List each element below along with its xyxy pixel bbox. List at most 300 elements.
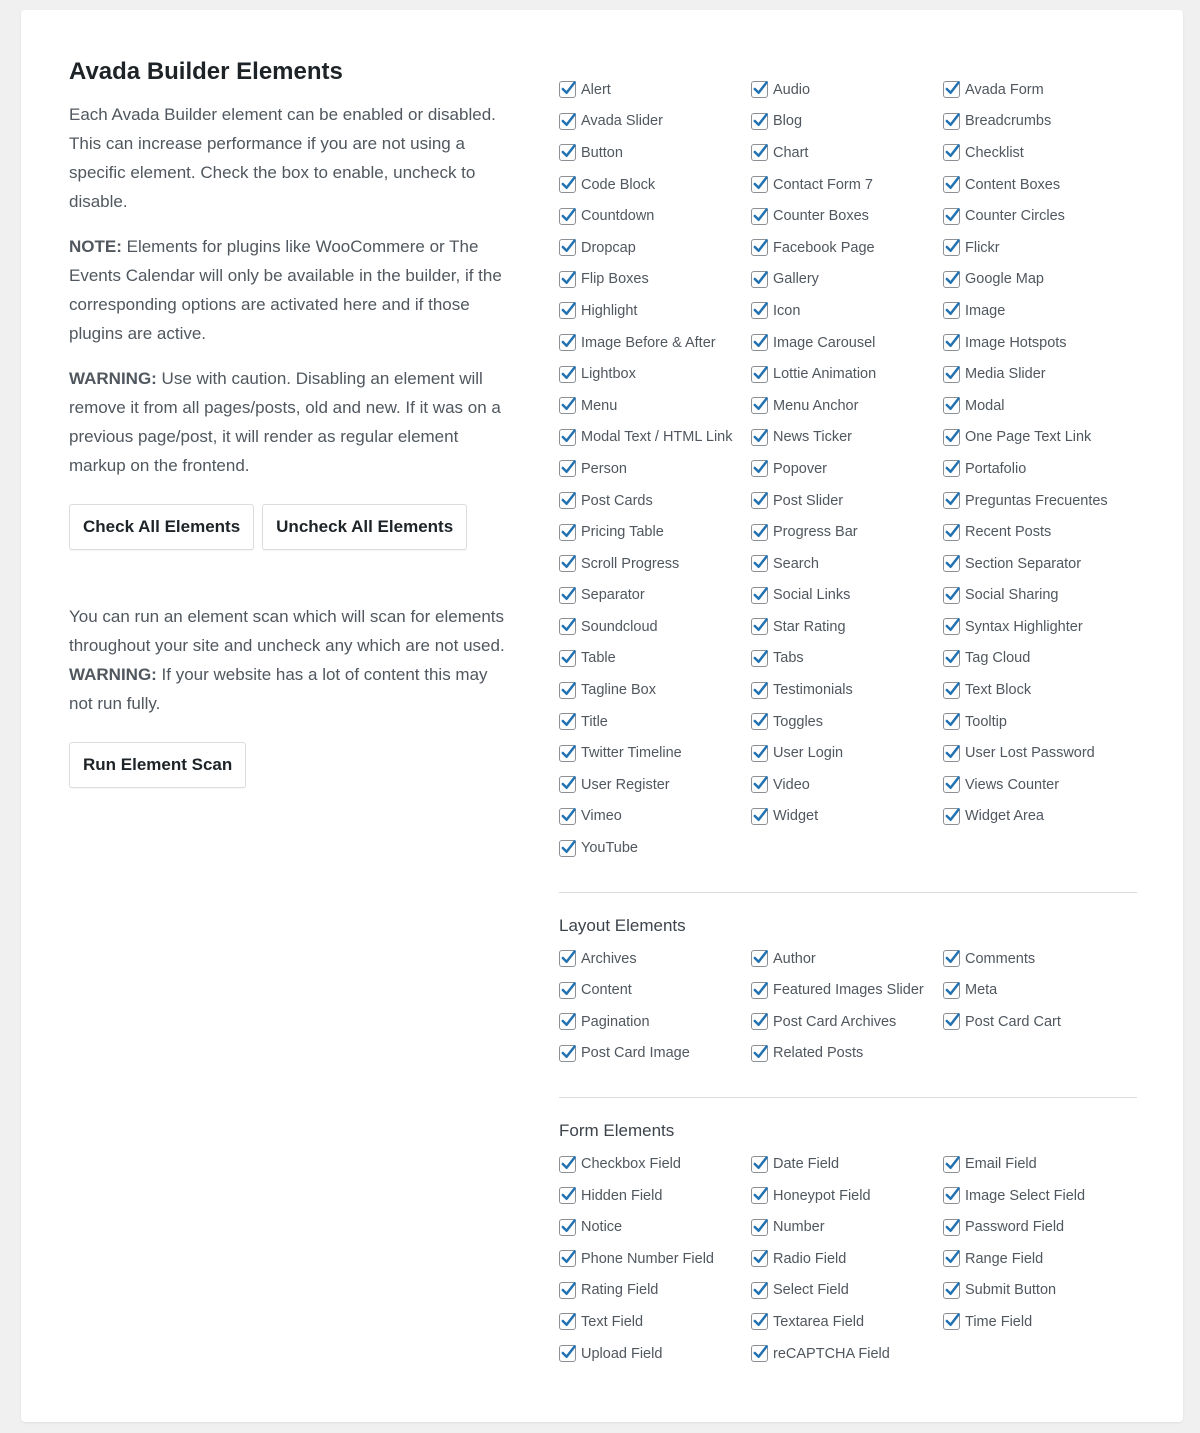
checkbox-item-time-field[interactable] <box>943 1306 1137 1338</box>
checkbox[interactable] <box>559 1187 576 1204</box>
checkbox-label: Social Links <box>773 587 851 604</box>
checkbox-item-select-field[interactable] <box>751 1275 943 1307</box>
checkbox[interactable] <box>751 713 768 730</box>
checkbox-item-recent-posts[interactable] <box>943 516 1137 548</box>
checkbox[interactable] <box>751 1282 768 1299</box>
checkbox-item-tooltip[interactable] <box>943 706 1137 738</box>
checkbox[interactable] <box>943 1187 960 1204</box>
checkbox[interactable] <box>751 144 768 161</box>
checkbox[interactable] <box>943 1013 960 1030</box>
note-body: Elements for plugins like WooCommere or The Events Calendar will only be available in the builder, if the corresponding options are activated here and if those plugins are active. <box>69 237 502 343</box>
checkbox-item-blog[interactable] <box>751 106 943 138</box>
checkbox-item-notice[interactable] <box>559 1211 751 1243</box>
checkbox[interactable] <box>751 81 768 98</box>
checkbox[interactable] <box>943 271 960 288</box>
checkbox-item-checklist[interactable] <box>943 137 1137 169</box>
checkbox-item-audio[interactable] <box>751 74 943 106</box>
checkbox-label: Password Field <box>965 1219 1065 1236</box>
checkbox[interactable] <box>559 271 576 288</box>
checkmark-icon <box>943 648 962 667</box>
checkbox-item-email-field[interactable] <box>943 1148 1137 1180</box>
checkbox-item-archives[interactable] <box>559 943 751 975</box>
checkbox[interactable] <box>751 113 768 130</box>
checkbox[interactable] <box>943 950 960 967</box>
checkbox[interactable] <box>943 176 960 193</box>
checkbox[interactable] <box>559 1219 576 1236</box>
checkbox[interactable] <box>943 524 960 541</box>
checkbox[interactable] <box>751 745 768 762</box>
checkbox[interactable] <box>559 618 576 635</box>
checkbox-label: Checkbox Field <box>581 1156 681 1173</box>
checkbox-item-contact-form-7[interactable] <box>751 169 943 201</box>
checkbox-item-dropcap[interactable] <box>559 232 751 264</box>
checkbox[interactable] <box>943 460 960 477</box>
checkmark-icon <box>943 395 962 414</box>
checkbox-item-twitter-timeline[interactable] <box>559 737 751 769</box>
checkbox[interactable] <box>751 950 768 967</box>
checkbox[interactable] <box>751 366 768 383</box>
checkbox-item-password-field[interactable] <box>943 1211 1137 1243</box>
checkbox-label: Menu <box>581 397 618 414</box>
checkbox-label: Popover <box>773 460 828 477</box>
checkbox-item-one-page-text-link[interactable] <box>943 422 1137 454</box>
checkbox-item-pagination[interactable] <box>559 1006 751 1038</box>
checkbox-item-code-block[interactable] <box>559 169 751 201</box>
checkbox[interactable] <box>559 492 576 509</box>
checkbox-item-title[interactable] <box>559 706 751 738</box>
checkbox-item-countdown[interactable] <box>559 200 751 232</box>
checkbox-label: Tagline Box <box>581 682 656 699</box>
checkbox[interactable] <box>943 366 960 383</box>
checkmark-icon <box>943 79 962 98</box>
checkbox[interactable] <box>751 492 768 509</box>
checkbox-item-lightbox[interactable] <box>559 358 751 390</box>
checkbox[interactable] <box>943 144 960 161</box>
checkbox[interactable] <box>751 1156 768 1173</box>
checkbox[interactable] <box>943 208 960 225</box>
checkbox[interactable] <box>559 113 576 130</box>
checkbox[interactable] <box>751 397 768 414</box>
checkbox[interactable] <box>559 1282 576 1299</box>
checkbox[interactable] <box>751 524 768 541</box>
checkbox[interactable] <box>943 682 960 699</box>
checkbox[interactable] <box>751 808 768 825</box>
checkbox-label: Featured Images Slider <box>773 982 924 999</box>
checkbox[interactable] <box>943 1250 960 1267</box>
checkbox[interactable] <box>751 176 768 193</box>
checkbox[interactable] <box>559 429 576 446</box>
checkbox-label: Highlight <box>581 302 638 319</box>
checkmark-icon <box>751 1011 770 1030</box>
run-element-scan-button[interactable]: Run Element Scan <box>69 742 246 788</box>
section-divider <box>559 892 1137 893</box>
checkbox-item-portafolio[interactable] <box>943 453 1137 485</box>
checkbox-item-facebook-page[interactable] <box>751 232 943 264</box>
checkbox-item-modal[interactable] <box>943 390 1137 422</box>
checkbox[interactable] <box>943 745 960 762</box>
checkbox-item-range-field[interactable] <box>943 1243 1137 1275</box>
checkbox-label: Countdown <box>581 208 655 225</box>
checkbox-item-date-field[interactable] <box>751 1148 943 1180</box>
checkbox-item-person[interactable] <box>559 453 751 485</box>
checkbox[interactable] <box>559 840 576 857</box>
checkbox[interactable] <box>751 239 768 256</box>
checkbox-item-popover[interactable] <box>751 453 943 485</box>
checkbox[interactable] <box>559 208 576 225</box>
checkbox-item-preguntas-frecuentes[interactable] <box>943 485 1137 517</box>
checkbox-item-phone-number-field[interactable] <box>559 1243 751 1275</box>
checkbox[interactable] <box>751 271 768 288</box>
checkmark-icon <box>943 364 962 383</box>
checkbox[interactable] <box>751 776 768 793</box>
checkbox-label: Lottie Animation <box>773 366 877 383</box>
checkbox[interactable] <box>943 776 960 793</box>
checkbox-item-content[interactable] <box>559 974 751 1006</box>
checkbox-item-post-card-archives[interactable] <box>751 1006 943 1038</box>
checkbox-item-counter-circles[interactable] <box>943 200 1137 232</box>
checkbox[interactable] <box>751 460 768 477</box>
checkmark-icon <box>943 743 962 762</box>
checkbox-item-post-card-image[interactable] <box>559 1038 751 1070</box>
checkmark-icon <box>559 980 578 999</box>
checkmark-icon <box>559 111 578 130</box>
checkbox[interactable] <box>559 1013 576 1030</box>
checkmark-icon <box>559 680 578 699</box>
checkbox-item-user-lost-password[interactable] <box>943 737 1137 769</box>
checkbox-item-user-register[interactable] <box>559 769 751 801</box>
checkbox[interactable] <box>751 618 768 635</box>
checkbox[interactable] <box>751 1313 768 1330</box>
checkmark-icon <box>559 774 578 793</box>
checkbox-label: Post Slider <box>773 492 844 509</box>
checkbox-item-scroll-progress[interactable] <box>559 548 751 580</box>
checkbox-item-textarea-field[interactable] <box>751 1306 943 1338</box>
checkbox[interactable] <box>943 492 960 509</box>
checkbox-item-button[interactable] <box>559 137 751 169</box>
checkbox[interactable] <box>751 587 768 604</box>
checkbox-item-hidden-field[interactable] <box>559 1180 751 1212</box>
checkbox-item-media-slider[interactable] <box>943 358 1137 390</box>
checkbox-item-recaptcha-field[interactable] <box>751 1338 943 1370</box>
checkbox[interactable] <box>559 1250 576 1267</box>
checkbox-item-user-login[interactable] <box>751 737 943 769</box>
checkbox-label: Image <box>965 302 1006 319</box>
checkbox-item-avada-form[interactable] <box>943 74 1137 106</box>
checkbox-label: Testimonials <box>773 682 853 699</box>
checkmark-icon <box>751 648 770 667</box>
layout-elements-title: Layout Elements <box>559 915 686 935</box>
checkbox-label: Post Card Cart <box>965 1013 1061 1030</box>
checkbox-item-menu-anchor[interactable] <box>751 390 943 422</box>
checkbox[interactable] <box>943 302 960 319</box>
checkbox-item-post-slider[interactable] <box>751 485 943 517</box>
checkbox-item-views-counter[interactable] <box>943 769 1137 801</box>
checkbox-item-upload-field[interactable] <box>559 1338 751 1370</box>
checkbox-item-submit-button[interactable] <box>943 1275 1137 1307</box>
checkbox-item-star-rating[interactable] <box>751 611 943 643</box>
form-elements-grid <box>559 1148 1137 1369</box>
checkbox-label: YouTube <box>581 840 638 857</box>
checkmark-icon <box>943 948 962 967</box>
checkbox-item-vimeo[interactable] <box>559 801 751 833</box>
checkmark-icon <box>751 743 770 762</box>
checkmark-icon <box>559 237 578 256</box>
checkmark-icon <box>559 553 578 572</box>
checkbox[interactable] <box>559 1156 576 1173</box>
checkmark-icon <box>751 1280 770 1299</box>
checkbox[interactable] <box>559 81 576 98</box>
checkbox[interactable] <box>559 1345 576 1362</box>
checkbox-label: Flickr <box>965 239 1000 256</box>
checkbox-item-table[interactable] <box>559 643 751 675</box>
checkbox-label: Breadcrumbs <box>965 113 1052 130</box>
checkbox[interactable] <box>943 113 960 130</box>
checkbox-item-flip-boxes[interactable] <box>559 264 751 296</box>
checkbox[interactable] <box>751 208 768 225</box>
checkbox[interactable] <box>559 650 576 667</box>
checkbox[interactable] <box>751 982 768 999</box>
checkbox[interactable] <box>559 144 576 161</box>
checkbox[interactable] <box>943 1313 960 1330</box>
checkbox[interactable] <box>751 429 768 446</box>
checkbox-item-widget[interactable] <box>751 801 943 833</box>
intro-text: Each Avada Builder element can be enabled or disabled. This can increase performance if you are not using a specific element. Check the box to enable, uncheck to disable. <box>69 105 496 211</box>
checkmark-icon <box>943 174 962 193</box>
checkbox-label: Facebook Page <box>773 239 875 256</box>
checkbox-item-toggles[interactable] <box>751 706 943 738</box>
checkbox-item-tagline-box[interactable] <box>559 674 751 706</box>
checkbox-item-tabs[interactable] <box>751 643 943 675</box>
check-all-button[interactable]: Check All Elements <box>69 504 254 550</box>
checkbox-item-image-hotspots[interactable] <box>943 327 1137 359</box>
checkbox[interactable] <box>751 334 768 351</box>
checkbox-item-section-separator[interactable] <box>943 548 1137 580</box>
checkbox[interactable] <box>559 524 576 541</box>
checkbox-item-counter-boxes[interactable] <box>751 200 943 232</box>
checkbox[interactable] <box>559 808 576 825</box>
checkmark-icon <box>751 458 770 477</box>
checkmark-icon <box>559 1248 578 1267</box>
checkbox-item-image[interactable] <box>943 295 1137 327</box>
checkbox[interactable] <box>751 1250 768 1267</box>
checkbox-item-content-boxes[interactable] <box>943 169 1137 201</box>
checkbox-item-menu[interactable] <box>559 390 751 422</box>
checkbox[interactable] <box>943 650 960 667</box>
checkmark-icon <box>751 1154 770 1173</box>
uncheck-all-button[interactable]: Uncheck All Elements <box>262 504 467 550</box>
checkbox-item-soundcloud[interactable] <box>559 611 751 643</box>
checkbox[interactable] <box>943 1282 960 1299</box>
checkbox-item-social-sharing[interactable] <box>943 580 1137 612</box>
checkbox-label: Icon <box>773 302 801 319</box>
checkbox-item-progress-bar[interactable] <box>751 516 943 548</box>
checkbox[interactable] <box>751 302 768 319</box>
checkbox-item-highlight[interactable] <box>559 295 751 327</box>
checkbox-label: Dropcap <box>581 239 636 256</box>
checkbox-label: Textarea Field <box>773 1313 865 1330</box>
checkbox[interactable] <box>559 950 576 967</box>
checkbox-label: Media Slider <box>965 366 1046 383</box>
checkbox[interactable] <box>559 713 576 730</box>
checkbox-item-pricing-table[interactable] <box>559 516 751 548</box>
checkbox-item-related-posts[interactable] <box>751 1038 943 1070</box>
checkbox[interactable] <box>751 1345 768 1362</box>
checkbox-item-youtube[interactable] <box>559 832 751 864</box>
checkbox[interactable] <box>559 176 576 193</box>
checkbox-label: Phone Number Field <box>581 1250 714 1267</box>
checkbox-item-rating-field[interactable] <box>559 1275 751 1307</box>
checkmark-icon <box>559 616 578 635</box>
checkbox[interactable] <box>751 1187 768 1204</box>
checkbox-label: Pricing Table <box>581 524 664 541</box>
checkbox-item-number[interactable] <box>751 1211 943 1243</box>
checkbox-label: User Login <box>773 745 844 762</box>
checkbox[interactable] <box>559 1313 576 1330</box>
checkbox-item-radio-field[interactable] <box>751 1243 943 1275</box>
checkbox-label: Submit Button <box>965 1282 1057 1299</box>
checkbox-item-breadcrumbs[interactable] <box>943 106 1137 138</box>
checkbox-item-icon[interactable] <box>751 295 943 327</box>
checkbox-label: Progress Bar <box>773 524 858 541</box>
checkbox-label: Counter Circles <box>965 208 1065 225</box>
checkbox-label: User Register <box>581 776 670 793</box>
checkbox-label: Preguntas Frecuentes <box>965 492 1108 509</box>
checkbox-item-image-select-field[interactable] <box>943 1180 1137 1212</box>
checkbox[interactable] <box>751 1045 768 1062</box>
checkbox-item-honeypot-field[interactable] <box>751 1180 943 1212</box>
checkbox-label: Modal <box>965 397 1005 414</box>
checkbox-label: Email Field <box>965 1156 1037 1173</box>
checkbox[interactable] <box>943 1219 960 1236</box>
checkbox[interactable] <box>751 1013 768 1030</box>
settings-card <box>21 10 1183 1422</box>
checkbox[interactable] <box>943 81 960 98</box>
checkmark-icon <box>559 490 578 509</box>
checkbox-item-modal-text-html-link[interactable] <box>559 422 751 454</box>
checkbox-label: Syntax Highlighter <box>965 618 1083 635</box>
checkbox-item-post-cards[interactable] <box>559 485 751 517</box>
checkmark-icon <box>751 616 770 635</box>
checkbox[interactable] <box>943 429 960 446</box>
checkbox-label: Hidden Field <box>581 1187 663 1204</box>
checkbox-item-separator[interactable] <box>559 580 751 612</box>
checkbox[interactable] <box>559 682 576 699</box>
checkbox-item-video[interactable] <box>751 769 943 801</box>
checkmark-icon <box>559 1217 578 1236</box>
description-panel <box>69 56 509 788</box>
checkbox-item-image-carousel[interactable] <box>751 327 943 359</box>
checkbox[interactable] <box>559 1045 576 1062</box>
checkbox-item-google-map[interactable] <box>943 264 1137 296</box>
checkbox-item-comments[interactable] <box>943 943 1137 975</box>
checkbox-item-image-before-after[interactable] <box>559 327 751 359</box>
checkbox-item-widget-area[interactable] <box>943 801 1137 833</box>
checkbox-item-syntax-highlighter[interactable] <box>943 611 1137 643</box>
checkbox-label: Table <box>581 650 616 667</box>
checkbox[interactable] <box>943 982 960 999</box>
scan-text-before: You can run an element scan which will scan for elements throughout your site and uncheck any which are not used. <box>69 607 505 655</box>
checkbox-item-search[interactable] <box>751 548 943 580</box>
checkmark-icon <box>559 300 578 319</box>
checkbox[interactable] <box>751 1219 768 1236</box>
checkbox[interactable] <box>751 555 768 572</box>
checkbox-item-author[interactable] <box>751 943 943 975</box>
layout-elements-grid <box>559 943 1137 1069</box>
scan-text-after: If your website has a lot of content this may not run fully. <box>69 665 488 713</box>
checkbox-item-chart[interactable] <box>751 137 943 169</box>
checkbox-label: Section Separator <box>965 555 1082 572</box>
checkbox-label: Image Select Field <box>965 1187 1086 1204</box>
checkbox-item-gallery[interactable] <box>751 264 943 296</box>
checkbox-label: Meta <box>965 982 998 999</box>
checkbox-item-lottie-animation[interactable] <box>751 358 943 390</box>
checkbox-item-flickr[interactable] <box>943 232 1137 264</box>
checkmark-icon <box>943 553 962 572</box>
checkbox[interactable] <box>943 808 960 825</box>
checkbox[interactable] <box>559 302 576 319</box>
checkbox-item-news-ticker[interactable] <box>751 422 943 454</box>
checkbox[interactable] <box>559 776 576 793</box>
checkbox[interactable] <box>559 555 576 572</box>
checkbox-item-avada-slider[interactable] <box>559 106 751 138</box>
checkbox[interactable] <box>559 587 576 604</box>
warning-text <box>69 364 509 480</box>
checkmark-icon <box>751 174 770 193</box>
checkbox[interactable] <box>559 366 576 383</box>
checkmark-icon <box>751 711 770 730</box>
checkbox[interactable] <box>943 239 960 256</box>
checkbox-item-checkbox-field[interactable] <box>559 1148 751 1180</box>
checkbox-item-text-field[interactable] <box>559 1306 751 1338</box>
checkbox-label: Post Cards <box>581 492 653 509</box>
checkbox[interactable] <box>559 397 576 414</box>
checkbox[interactable] <box>559 982 576 999</box>
checkbox-item-post-card-cart[interactable] <box>943 1006 1137 1038</box>
checkbox[interactable] <box>559 334 576 351</box>
note-label: NOTE: <box>69 237 122 256</box>
checkmark-icon <box>751 206 770 225</box>
checkbox-item-featured-images-slider[interactable] <box>751 974 943 1006</box>
checkbox[interactable] <box>943 618 960 635</box>
checkbox[interactable] <box>751 650 768 667</box>
checkmark-icon <box>559 743 578 762</box>
checkbox[interactable] <box>943 713 960 730</box>
checkbox[interactable] <box>943 1156 960 1173</box>
checkbox-label: Image Before & After <box>581 334 716 351</box>
checkbox-item-text-block[interactable] <box>943 674 1137 706</box>
checkbox-label: Checklist <box>965 144 1024 161</box>
checkbox[interactable] <box>943 334 960 351</box>
checkbox-label: Toggles <box>773 713 823 730</box>
checkbox[interactable] <box>943 587 960 604</box>
checkbox[interactable] <box>559 239 576 256</box>
checkmark-icon <box>559 395 578 414</box>
checkbox-item-testimonials[interactable] <box>751 674 943 706</box>
checkbox-label: Content <box>581 982 632 999</box>
checkbox[interactable] <box>943 555 960 572</box>
checkbox-item-tag-cloud[interactable] <box>943 643 1137 675</box>
checkbox[interactable] <box>751 682 768 699</box>
checkbox[interactable] <box>559 460 576 477</box>
checkbox-item-social-links[interactable] <box>751 580 943 612</box>
checkmark-icon <box>559 206 578 225</box>
checkbox-item-meta[interactable] <box>943 974 1137 1006</box>
checkbox[interactable] <box>559 745 576 762</box>
checkmark-icon <box>751 806 770 825</box>
checkbox-item-alert[interactable] <box>559 74 751 106</box>
checkbox[interactable] <box>943 397 960 414</box>
checkbox-label: Chart <box>773 144 809 161</box>
